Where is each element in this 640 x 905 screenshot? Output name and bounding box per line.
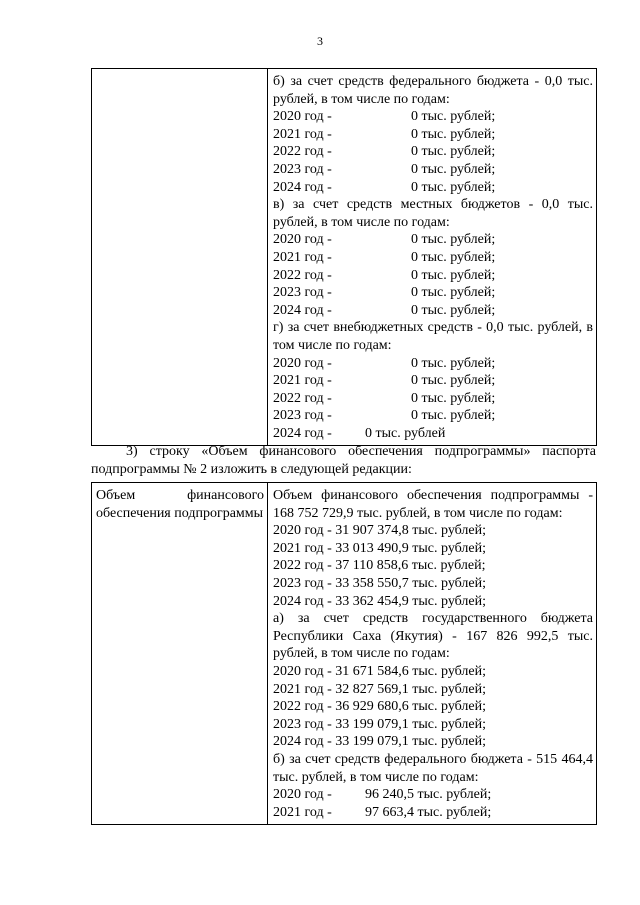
year-line: 2021 год - 0 тыс. рублей; (273, 249, 496, 265)
year-line: 2024 год - 0 тыс. рублей; (273, 179, 496, 195)
year-line: 2023 год - 33 358 550,7 тыс. рублей; (273, 575, 487, 591)
year-line: 2022 год - 0 тыс. рублей; (273, 390, 496, 406)
continuation-table (91, 68, 597, 446)
year-line: 2022 год - 0 тыс. рублей; (273, 267, 496, 283)
total-heading: Объем финансового обеспечения подпрограммы - 168 752 729,9 тыс. рублей, в том числе по годам: (273, 488, 593, 521)
funding-cell (268, 69, 597, 446)
funding-cell (268, 483, 597, 825)
year-line: 2020 год - 31 907 374,8 тыс. рублей; (273, 523, 487, 539)
year-line: 2024 год - 0 тыс. рублей; (273, 302, 496, 318)
local-budget-heading: в) за счет средств местных бюджетов - 0,0 тыс. рублей, в том числе по годам: (273, 197, 593, 230)
year-line: 2024 год - 33 362 454,9 тыс. рублей; (273, 593, 487, 609)
row-label: Объем финансового обеспечения подпрограммы (96, 488, 264, 521)
year-line: 2023 год - 0 тыс. рублей; (273, 285, 496, 301)
year-line: 2020 год - 31 671 584,6 тыс. рублей; (273, 663, 487, 679)
amendment-paragraph: 3) строку «Объем финансового обеспечения подпрограммы» паспорта подпрограммы № 2 изложить в следующей редакции: (91, 444, 596, 477)
year-line: 2022 год - 36 929 680,6 тыс. рублей; (273, 699, 487, 715)
year-line: 2020 год - 0 тыс. рублей; (273, 232, 496, 248)
federal-budget-heading: б) за счет средств федерального бюджета - 0,0 тыс. рублей, в том числе по годам: (273, 74, 593, 107)
offbudget-heading: г) за счет внебюджетных средств - 0,0 тыс. рублей, в том числе по годам: (273, 320, 593, 353)
state-budget-heading: а) за счет средств государственного бюджета Республики Саха (Якутия) - 167 826 992,5 тыс. рублей, в том числе по годам: (273, 611, 593, 662)
row-label-cell (92, 483, 268, 825)
year-line: 2022 год - 37 110 858,6 тыс. рублей; (273, 558, 486, 574)
year-line: 2021 год - 97 663,4 тыс. рублей; (273, 804, 492, 820)
empty-left-cell (92, 69, 268, 446)
year-line: 2020 год - 0 тыс. рублей; (273, 355, 496, 371)
page-number: 3 (317, 34, 323, 48)
year-line: 2023 год - 0 тыс. рублей; (273, 408, 496, 424)
year-line: 2021 год - 0 тыс. рублей; (273, 126, 496, 142)
year-line: 2021 год - 33 013 490,9 тыс. рублей; (273, 540, 487, 556)
year-line: 2020 год - 0 тыс. рублей; (273, 109, 496, 125)
year-line: 2020 год - 96 240,5 тыс. рублей; (273, 787, 492, 803)
year-line: 2023 год - 33 199 079,1 тыс. рублей; (273, 716, 487, 732)
year-line: 2024 год - 0 тыс. рублей (273, 425, 446, 441)
year-line: 2023 год - 0 тыс. рублей; (273, 161, 496, 177)
table-row (92, 483, 597, 825)
table-row (92, 69, 597, 446)
year-line: 2021 год - 32 827 569,1 тыс. рублей; (273, 681, 487, 697)
year-line: 2022 год - 0 тыс. рублей; (273, 144, 496, 160)
funding-table (91, 482, 597, 825)
year-line: 2024 год - 33 199 079,1 тыс. рублей; (273, 734, 487, 750)
federal-budget-heading: б) за счет средств федерального бюджета - 515 464,4 тыс. рублей, в том числе по годам: (273, 751, 593, 785)
year-line: 2021 год - 0 тыс. рублей; (273, 373, 496, 389)
